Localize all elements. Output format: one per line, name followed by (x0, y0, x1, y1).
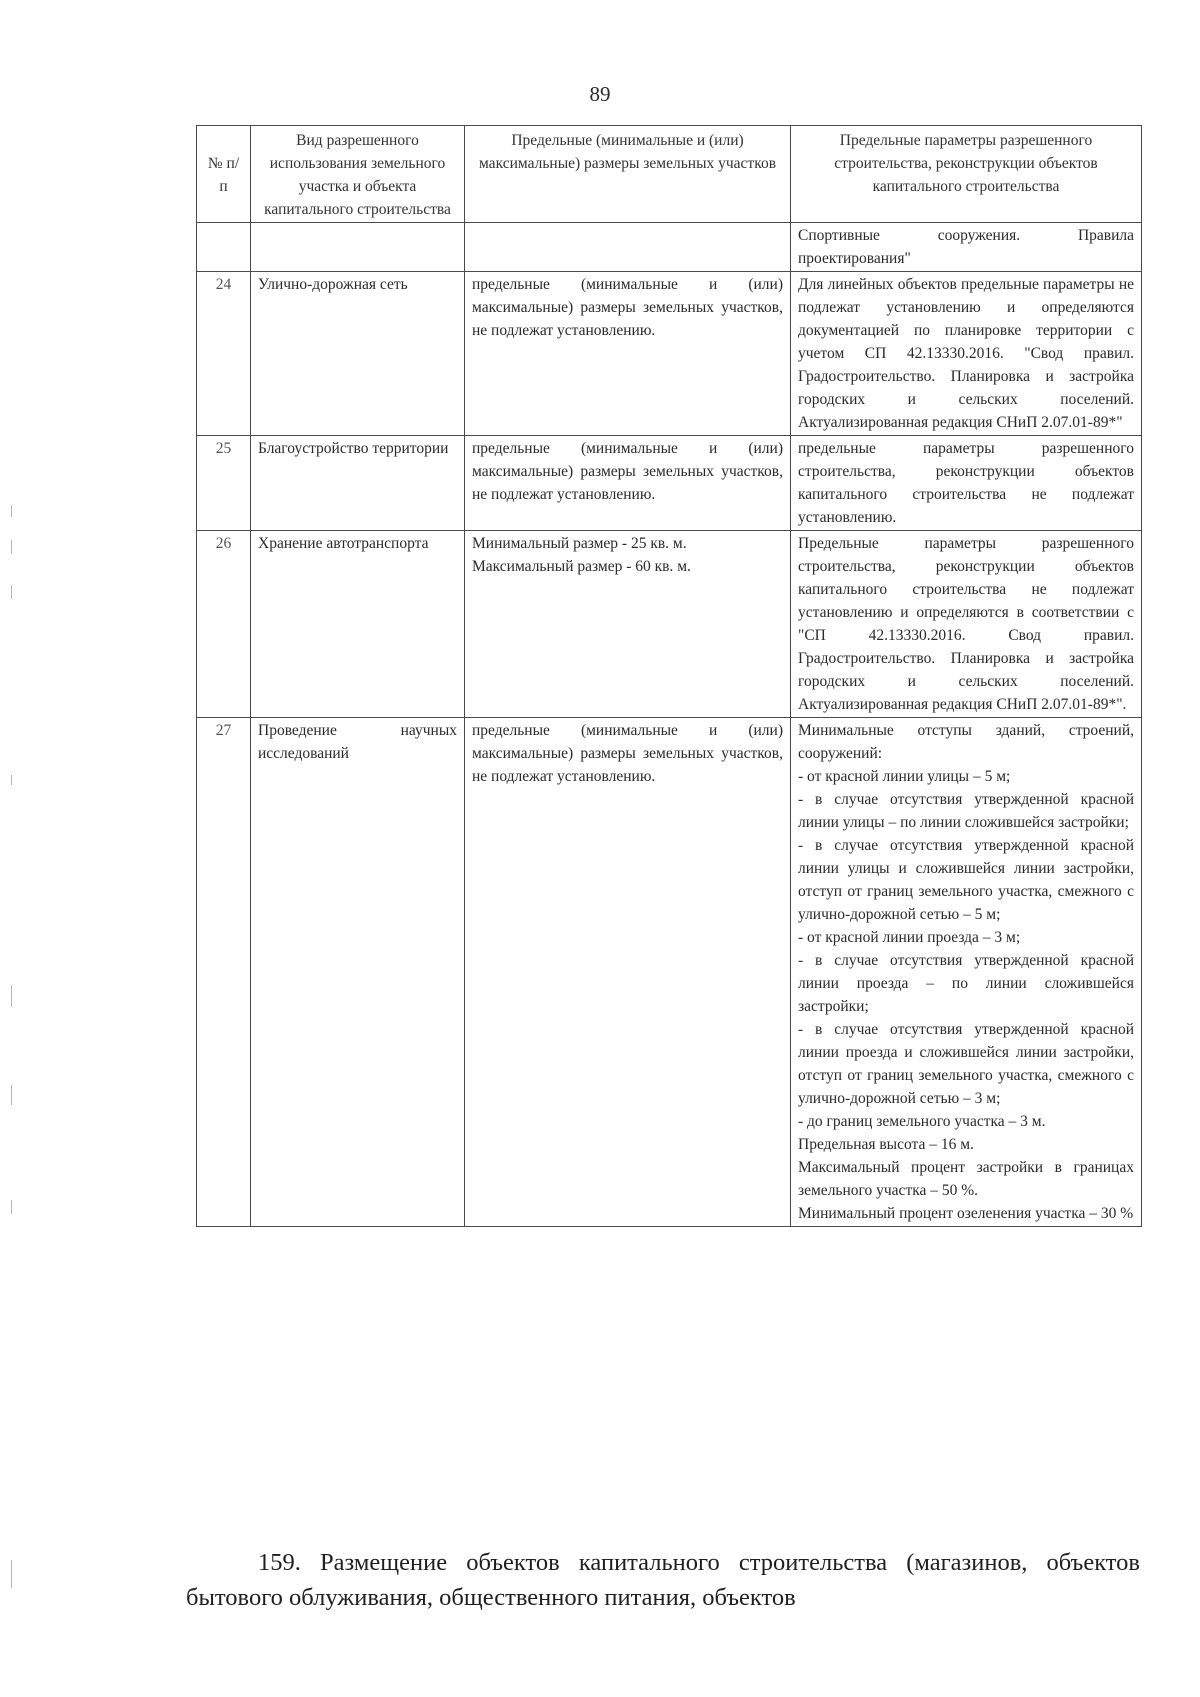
header-build-params: Предельные параметры разрешенного строительства, реконструкции объектов капитального строительства (791, 126, 1142, 223)
table-row (197, 272, 1142, 436)
table-row-continuation (197, 223, 1142, 272)
cell-build-params: предельные параметры разрешенного строительства, реконструкции объектов капитального строительства не подлежат установлению. (791, 436, 1142, 531)
cell-use-type: Улично-дорожная сеть (251, 272, 465, 436)
cell-plot-size: предельные (минимальные и (или) максимальные) размеры земельных участков, не подлежат установлению. (465, 718, 791, 1227)
cell-number: 25 (197, 436, 251, 531)
land-use-table (196, 125, 1142, 1227)
cell-plot-size: Минимальный размер - 25 кв. м. Максимальный размер - 60 кв. м. (465, 531, 791, 718)
cell-use-type: Проведение научных исследований (251, 718, 465, 1227)
table-row (197, 436, 1142, 531)
cell-use-type (251, 223, 465, 272)
table-header-row (197, 126, 1142, 223)
cell-plot-size: предельные (минимальные и (или) максимальные) размеры земельных участков, не подлежат установлению. (465, 272, 791, 436)
cell-number: 27 (197, 718, 251, 1227)
cell-plot-size (465, 223, 791, 272)
cell-plot-size: предельные (минимальные и (или) максимальные) размеры земельных участков, не подлежат установлению. (465, 436, 791, 531)
table-row (197, 718, 1142, 1227)
cell-build-params: Предельные параметры разрешенного строительства, реконструкции объектов капитального строительства не подлежат установлению и определяются в соответствии с "СП 42.13330.2016. Свод правил. Градостроительство. Планировка и застройка городских и сельских поселений. Актуализированная редакция СНиП 2.07.01-89*". (791, 531, 1142, 718)
cell-number (197, 223, 251, 272)
table-row (197, 531, 1142, 718)
cell-build-params: Для линейных объектов предельные параметры не подлежат установлению и определяются документацией по планировке территории с учетом СП 42.13330.2016. "Свод правил. Градостроительство. Планировка и застройка городских и сельских поселений. Актуализированная редакция СНиП 2.07.01-89*" (791, 272, 1142, 436)
cell-use-type: Хранение автотранспорта (251, 531, 465, 718)
cell-use-type: Благоустройство территории (251, 436, 465, 531)
header-use-type: Вид разрешенного использования земельного участка и объекта капитального строительства (251, 126, 465, 223)
cell-number: 24 (197, 272, 251, 436)
cell-build-params: Минимальные отступы зданий, строений, сооружений: - от красной линии улицы – 5 м; - в случае отсутствия утвержденной красной линии улицы – по линии сложившейся застройки; - в случае отсутствия утвержденной красной линии улицы и сложившейся линии застройки, отступ от границ земельного участка, смежного с улично-дорожной сетью – 5 м; - от красной линии проезда – 3 м; - в случае отсутствия утвержденной красной линии проезда – по линии сложившейся застройки; - в случае отсутствия утвержденной красной линии проезда и сложившейся линии застройки, отступ от границ земельного участка, смежного с улично-дорожной сетью – 3 м; - до границ земельного участка – 3 м. Предельная высота – 16 м. Максимальный процент застройки в границах земельного участка – 50 %. Минимальный процент озеленения участка – 30 % (791, 718, 1142, 1227)
cell-number: 26 (197, 531, 251, 718)
page-number: 89 (589, 82, 611, 106)
header-number: № п/п (197, 126, 251, 223)
header-plot-size: Предельные (минимальные и (или) максимальные) размеры земельных участков (465, 126, 791, 223)
body-paragraph: 159. Размещение объектов капитального строительства (магазинов, объектов бытового облуживания, общественного питания, объектов (186, 1548, 1140, 1611)
cell-build-params: Спортивные сооружения. Правила проектирования" (791, 223, 1142, 272)
